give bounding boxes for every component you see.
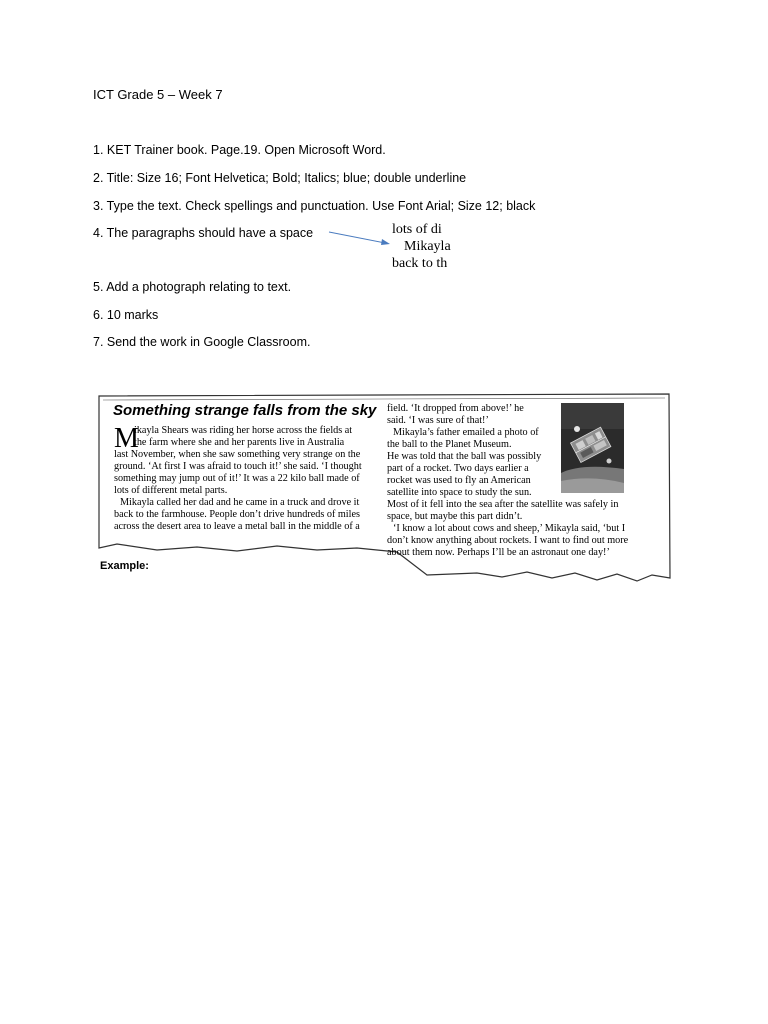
article-left-column xyxy=(114,425,362,533)
arrow-right-icon xyxy=(328,228,392,248)
instruction-6: 6. 10 marks xyxy=(93,308,159,322)
article-line: He was told that the ball was possibly xyxy=(387,451,542,462)
instruction-3: 3. Type the text. Check spellings and punctuation. Use Font Arial; Size 12; black xyxy=(93,199,536,213)
article-line: back to the farmhouse. People don’t drive hundreds of miles xyxy=(114,509,360,520)
example-label: Example: xyxy=(100,560,149,572)
article-title: Something strange falls from the sky xyxy=(113,402,377,419)
sample-line-3: back to th xyxy=(392,256,448,267)
article-line: across the desert area to leave a metal ball in the middle of a xyxy=(114,521,360,532)
instruction-7: 7. Send the work in Google Classroom. xyxy=(93,335,311,349)
paragraph-spacing-sample xyxy=(392,221,454,267)
article-line: Mikayla called her dad and he came in a truck and drove it xyxy=(120,497,360,508)
article-line: Mikayla’s father emailed a photo of xyxy=(393,427,539,438)
article-line: ikayla Shears was riding her horse across the fields at xyxy=(134,425,353,436)
article-line: lots of different metal parts. xyxy=(114,485,228,496)
article-line: the ball to the Planet Museum. xyxy=(387,439,512,450)
article-clipping xyxy=(97,392,671,584)
satellite-photo xyxy=(561,403,624,493)
article-line: space, but maybe this part didn’t. xyxy=(387,511,523,522)
article-line: ‘I know a lot about cows and sheep,’ Mikayla said, ‘but I xyxy=(393,523,626,534)
instruction-2: 2. Title: Size 16; Font Helvetica; Bold; Italics; blue; double underline xyxy=(93,171,467,185)
article-line: rocket was used to fly an American xyxy=(387,475,531,486)
article-line: about them now. Perhaps I’ll be an astronaut one day!’ xyxy=(387,547,610,558)
article-line: something may jump out of it!’ It was a 22 kilo ball made of xyxy=(114,473,360,484)
article-line: satellite into space to study the sun. xyxy=(387,487,532,498)
article-line: field. ‘It dropped from above!’ he xyxy=(387,403,524,414)
article-line: the farm where she and her parents live in Australia xyxy=(134,437,345,448)
sample-line-1: lots of di xyxy=(392,222,442,237)
drop-cap: M xyxy=(114,423,139,454)
instruction-4: 4. The paragraphs should have a space xyxy=(93,226,314,240)
instruction-1: 1. KET Trainer book. Page.19. Open Microsoft Word. xyxy=(93,143,386,157)
article-line: last November, when she saw something very strange on the xyxy=(114,449,361,460)
article-line: ground. ‘At first I was afraid to touch it!’ she said. ‘I thought xyxy=(114,461,362,472)
instruction-5: 5. Add a photograph relating to text. xyxy=(93,280,292,294)
page-heading: ICT Grade 5 – Week 7 xyxy=(93,87,223,102)
sample-line-2: Mikayla xyxy=(404,239,451,254)
article-line: don’t know anything about rockets. I want to find out more xyxy=(387,535,629,546)
article-line: part of a rocket. Two days earlier a xyxy=(387,463,529,474)
article-line: Most of it fell into the sea after the satellite was safely in xyxy=(387,499,619,510)
article-line: said. ‘I was sure of that!’ xyxy=(387,415,489,426)
